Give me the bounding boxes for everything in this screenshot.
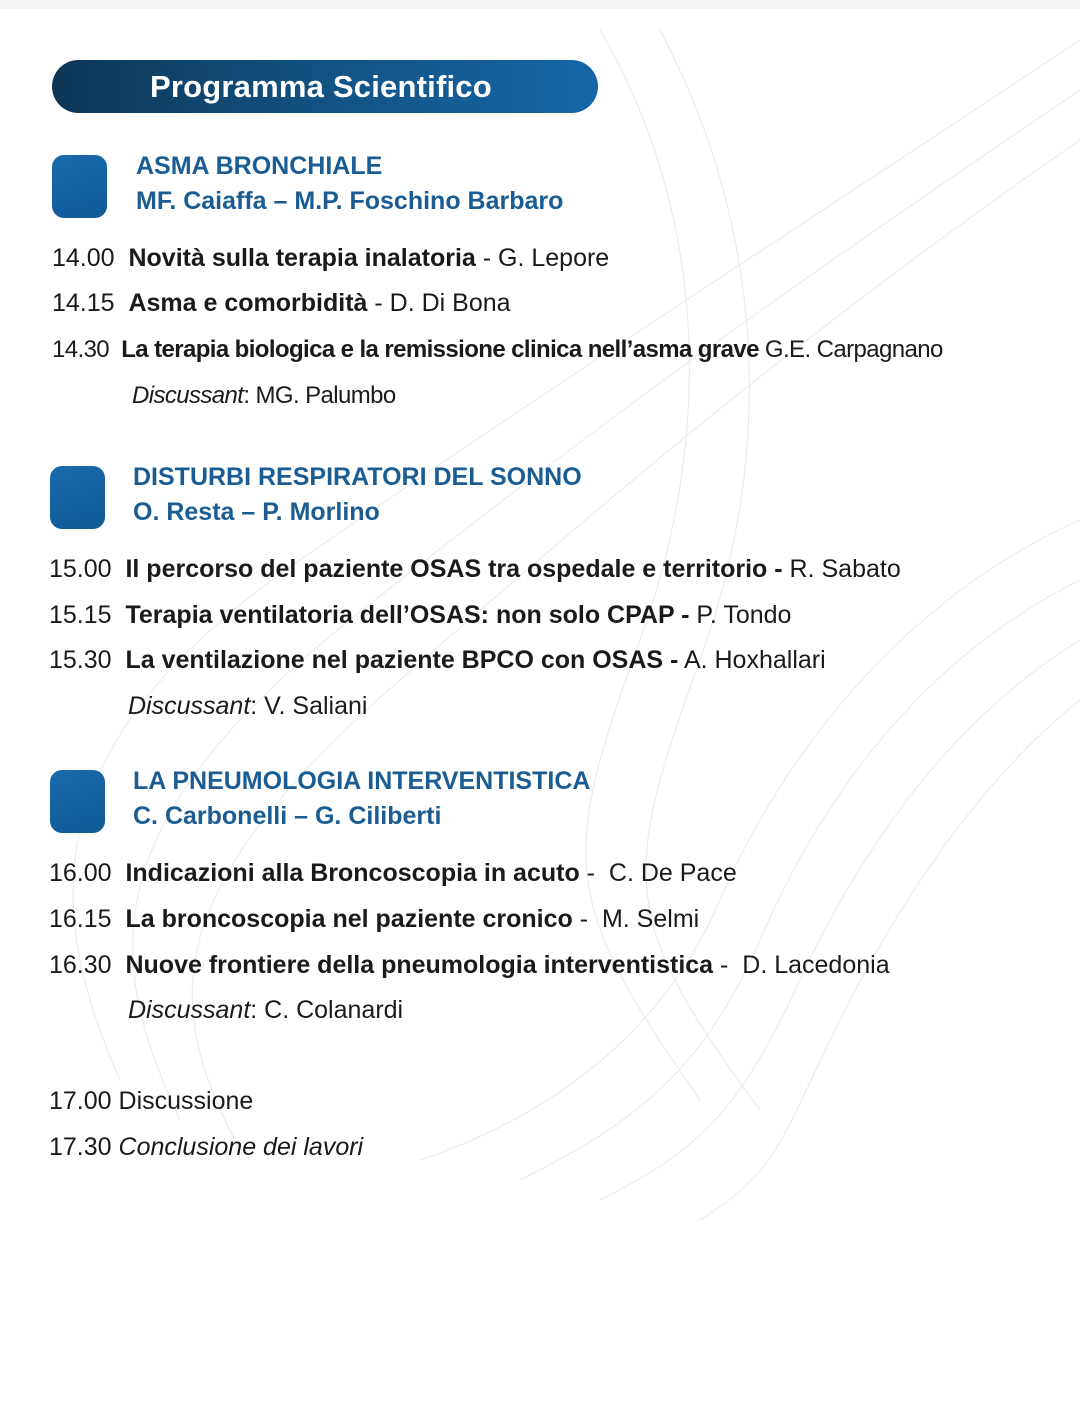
item-separator: -	[475, 244, 499, 272]
section-marker-square	[50, 770, 105, 833]
item-time: 16.15	[49, 905, 112, 933]
item-time: 14.15	[52, 289, 115, 317]
item-talk: Nuove frontiere della pneumologia interventistica	[125, 951, 714, 979]
discussant-name: : C. Colanardi	[250, 996, 404, 1024]
section-chairs: O. Resta – P. Morlino	[133, 498, 380, 526]
closing-text: Discussione	[118, 1087, 254, 1115]
item-speaker: P. Tondo	[696, 601, 792, 629]
section-title: LA PNEUMOLOGIA INTERVENTISTICA	[133, 767, 591, 795]
item-talk: La broncoscopia nel paziente cronico	[125, 905, 573, 933]
item-talk: Asma e comorbidità	[128, 289, 368, 317]
closing-item	[49, 1133, 363, 1162]
item-time: 14.30	[52, 336, 110, 363]
section-title: ASMA BRONCHIALE	[136, 152, 383, 180]
discussant-line	[128, 996, 403, 1025]
discussant-line	[128, 692, 367, 721]
item-time: 17.30	[49, 1133, 112, 1161]
item-separator: -	[713, 951, 743, 979]
item-time: 17.00	[49, 1087, 112, 1115]
section-chairs: MF. Caiaffa – M.P. Foschino Barbaro	[136, 187, 564, 215]
item-talk: La terapia biologica e la remissione clinica nell’asma grave	[121, 336, 759, 363]
item-talk: Indicazioni alla Broncoscopia in acuto	[125, 859, 580, 887]
item-speaker: A. Hoxhallari	[683, 646, 826, 674]
item-time: 15.00	[49, 555, 112, 583]
section-marker-square	[52, 155, 107, 218]
item-talk: Terapia ventilatoria dell’OSAS: non solo CPAP -	[125, 601, 690, 629]
item-separator: -	[572, 905, 602, 933]
section-marker-square	[50, 466, 105, 529]
item-speaker: C. De Pace	[608, 859, 737, 887]
top-strip	[0, 0, 1080, 9]
section-title: DISTURBI RESPIRATORI DEL SONNO	[133, 463, 582, 491]
item-speaker: M. Selmi	[601, 905, 700, 933]
discussant-name: : V. Saliani	[250, 692, 368, 720]
discussant-label: Discussant	[128, 692, 251, 720]
item-talk: Il percorso del paziente OSAS tra ospedale e territorio -	[125, 555, 783, 583]
item-time: 15.30	[49, 646, 112, 674]
item-speaker: R. Sabato	[789, 555, 901, 583]
section-header-pill	[52, 60, 598, 113]
closing-item	[49, 1087, 253, 1116]
program-item	[49, 905, 699, 934]
discussant-line	[132, 382, 396, 410]
item-separator: -	[579, 859, 609, 887]
item-time: 16.30	[49, 951, 112, 979]
program-item	[49, 555, 901, 584]
program-item	[49, 646, 826, 675]
item-time: 14.00	[52, 244, 115, 272]
discussant-name: : MG. Palumbo	[243, 382, 396, 409]
item-speaker: G. Lepore	[498, 244, 610, 272]
closing-text: Conclusione dei lavori	[118, 1133, 364, 1161]
page-title: Programma Scientifico	[150, 68, 492, 104]
program-item	[52, 289, 511, 318]
item-time: 15.15	[49, 601, 112, 629]
item-separator: -	[367, 289, 390, 317]
program-item	[52, 336, 943, 364]
item-time: 16.00	[49, 859, 112, 887]
program-item	[49, 601, 791, 630]
program-item	[49, 859, 737, 888]
item-speaker: G.E. Carpagnano	[764, 336, 943, 363]
item-talk: La ventilazione nel paziente BPCO con OSAS -	[125, 646, 679, 674]
discussant-label: Discussant	[128, 996, 251, 1024]
item-speaker: D. Di Bona	[389, 289, 511, 317]
item-talk: Novità sulla terapia inalatoria	[128, 244, 476, 272]
program-item	[52, 244, 609, 273]
program-item	[49, 951, 890, 980]
discussant-label: Discussant	[132, 382, 244, 409]
item-separator	[783, 555, 790, 583]
section-chairs: C. Carbonelli – G. Ciliberti	[133, 802, 442, 830]
item-speaker: D. Lacedonia	[742, 951, 890, 979]
